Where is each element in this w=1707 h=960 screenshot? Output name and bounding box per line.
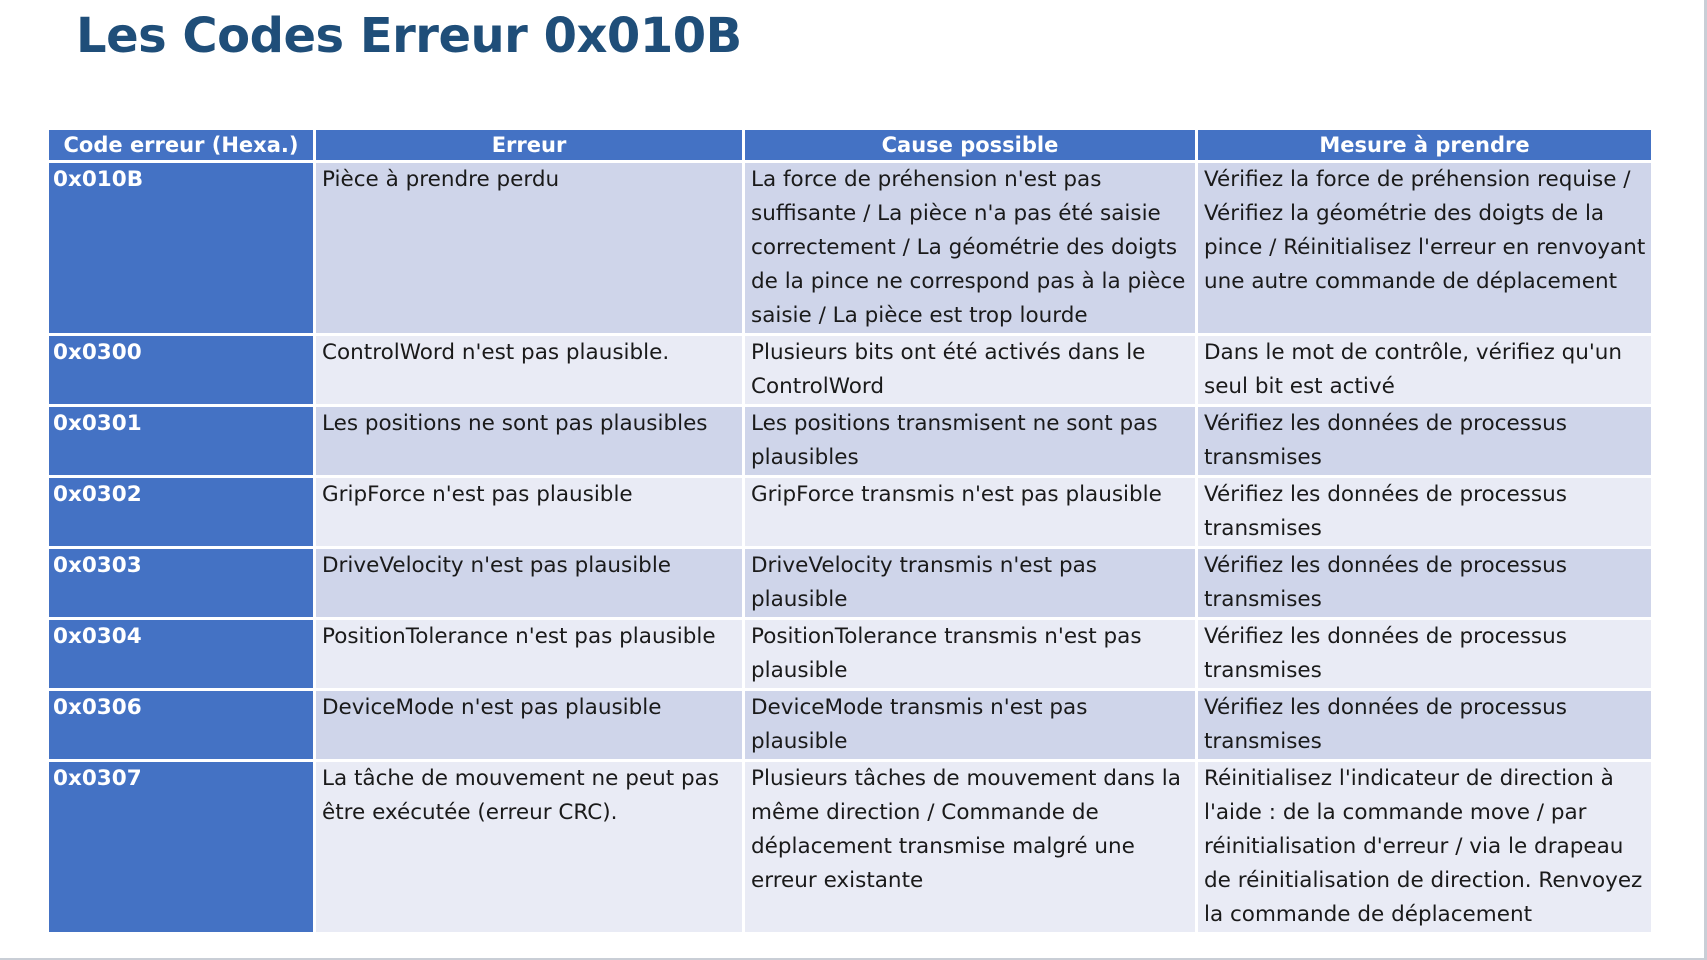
cell-erreur: PositionTolerance n'est pas plausible [315, 619, 744, 690]
cell-code: 0x0303 [48, 548, 315, 619]
table-header-row [48, 129, 1653, 162]
cell-erreur: GripForce n'est pas plausible [315, 477, 744, 548]
cell-erreur: ControlWord n'est pas plausible. [315, 335, 744, 406]
table-row [48, 335, 1653, 406]
cell-code: 0x0304 [48, 619, 315, 690]
cell-code: 0x0301 [48, 406, 315, 477]
table-row [48, 477, 1653, 548]
table-row [48, 690, 1653, 761]
header-cause: Cause possible [744, 129, 1197, 162]
cell-mesure: Réinitialisez l'indicateur de direction à l'aide : de la commande move / par réinitialisation d'erreur / via le drapeau de réinitialisation de direction. Renvoyez la commande de déplacement [1197, 761, 1653, 934]
header-code: Code erreur (Hexa.) [48, 129, 315, 162]
cell-code: 0x0307 [48, 761, 315, 934]
cell-mesure: Vérifiez les données de processus transmises [1197, 548, 1653, 619]
table-row [48, 548, 1653, 619]
error-codes-table [46, 127, 1654, 935]
cell-code: 0x0300 [48, 335, 315, 406]
cell-code: 0x010B [48, 162, 315, 335]
cell-cause: GripForce transmis n'est pas plausible [744, 477, 1197, 548]
cell-erreur: Les positions ne sont pas plausibles [315, 406, 744, 477]
table-row [48, 619, 1653, 690]
header-mesure: Mesure à prendre [1197, 129, 1653, 162]
cell-erreur: Pièce à prendre perdu [315, 162, 744, 335]
cell-code: 0x0302 [48, 477, 315, 548]
cell-cause: DriveVelocity transmis n'est pas plausible [744, 548, 1197, 619]
cell-mesure: Vérifiez la force de préhension requise / Vérifiez la géométrie des doigts de la pince / Réinitialisez l'erreur en renvoyant une autre commande de déplacement [1197, 162, 1653, 335]
cell-mesure: Vérifiez les données de processus transmises [1197, 477, 1653, 548]
cell-mesure: Vérifiez les données de processus transmises [1197, 406, 1653, 477]
cell-mesure: Vérifiez les données de processus transmises [1197, 690, 1653, 761]
cell-cause: La force de préhension n'est pas suffisante / La pièce n'a pas été saisie correctement / La géométrie des doigts de la pince ne correspond pas à la pièce saisie / La pièce est trop lourde [744, 162, 1197, 335]
header-erreur: Erreur [315, 129, 744, 162]
cell-erreur: La tâche de mouvement ne peut pas être exécutée (erreur CRC). [315, 761, 744, 934]
cell-cause: DeviceMode transmis n'est pas plausible [744, 690, 1197, 761]
table-row [48, 761, 1653, 934]
cell-mesure: Dans le mot de contrôle, vérifiez qu'un seul bit est activé [1197, 335, 1653, 406]
table-row [48, 162, 1653, 335]
cell-cause: Les positions transmisent ne sont pas plausibles [744, 406, 1197, 477]
cell-cause: Plusieurs bits ont été activés dans le ControlWord [744, 335, 1197, 406]
cell-code: 0x0306 [48, 690, 315, 761]
table-row [48, 406, 1653, 477]
cell-cause: PositionTolerance transmis n'est pas plausible [744, 619, 1197, 690]
page-title: Les Codes Erreur 0x010B [76, 8, 742, 64]
cell-cause: Plusieurs tâches de mouvement dans la même direction / Commande de déplacement transmise malgré une erreur existante [744, 761, 1197, 934]
cell-erreur: DriveVelocity n'est pas plausible [315, 548, 744, 619]
cell-erreur: DeviceMode n'est pas plausible [315, 690, 744, 761]
cell-mesure: Vérifiez les données de processus transmises [1197, 619, 1653, 690]
